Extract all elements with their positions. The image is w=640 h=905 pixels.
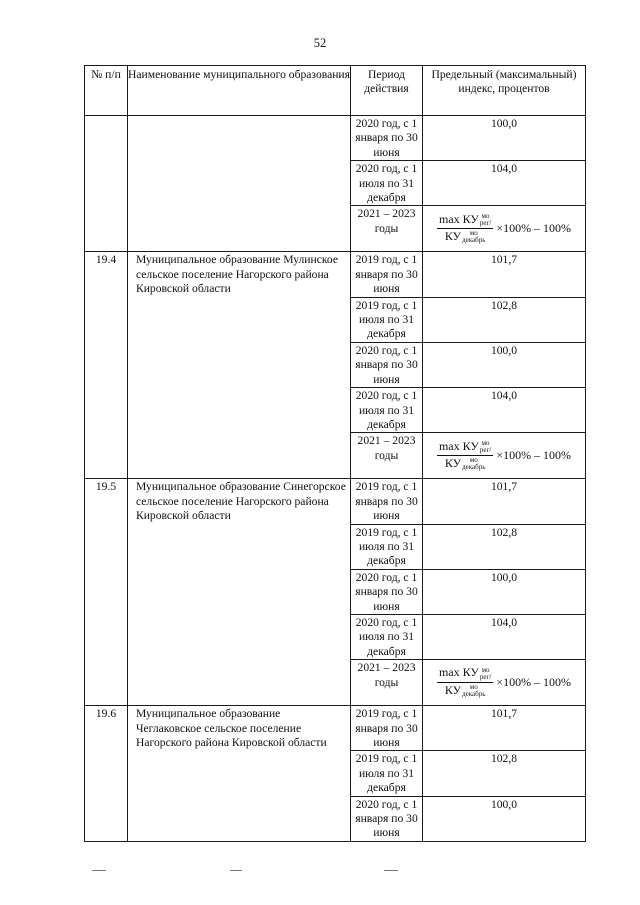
table-row xyxy=(85,706,586,751)
formula-sup: мо xyxy=(481,438,490,447)
table-row xyxy=(85,116,586,161)
row-number: 19.6 xyxy=(85,706,128,842)
index-value: 104,0 xyxy=(423,388,586,433)
table-row xyxy=(85,479,586,524)
period-cell: 2020 год, с 1 января по 30 июня xyxy=(351,796,423,841)
period-cell: 2020 год, с 1 января по 30 июня xyxy=(351,342,423,387)
formula-sup: мо xyxy=(469,682,478,691)
scan-mark xyxy=(384,870,398,871)
municipality-name: Муниципальное образование Чеглаковское сельское поселение Нагорского района Кировской области xyxy=(128,706,351,842)
formula-fraction xyxy=(437,666,493,698)
formula-indices xyxy=(462,230,485,244)
formula-indices xyxy=(462,684,485,698)
period-cell: 2020 год, с 1 июля по 31 декабря xyxy=(351,161,423,206)
page-number: 52 xyxy=(313,36,327,50)
formula-max: max КУ xyxy=(438,665,479,680)
formula-sup: мо xyxy=(481,211,490,220)
index-value: 102,8 xyxy=(423,297,586,342)
header-num: № п/п xyxy=(85,66,128,116)
formula-numerator xyxy=(437,666,493,682)
period-cell: 2019 год, с 1 января по 30 июня xyxy=(351,479,423,524)
formula-sub: декабрь xyxy=(462,463,486,472)
index-value xyxy=(423,206,586,252)
formula-tail: ×100% – 100% xyxy=(496,674,572,689)
index-value: 100,0 xyxy=(423,569,586,614)
table-row xyxy=(85,252,586,297)
formula-indices xyxy=(480,213,491,227)
formula-fraction xyxy=(437,213,493,245)
period-cell: 2019 год, с 1 января по 30 июня xyxy=(351,252,423,297)
scan-mark xyxy=(92,870,106,871)
period-cell: 2020 год, с 1 января по 30 июня xyxy=(351,569,423,614)
row-number: 19.5 xyxy=(85,479,128,706)
period-cell: 2020 год, с 1 июля по 31 декабря xyxy=(351,614,423,659)
formula-denominator xyxy=(443,456,488,471)
formula-sup: мо xyxy=(469,229,478,238)
header-name: Наименование муниципального образования xyxy=(128,66,351,116)
municipality-name: Муниципальное образование Мулинское сельское поселение Нагорского района Кировской области xyxy=(128,252,351,479)
index-value: 100,0 xyxy=(423,116,586,161)
formula-sub: рег/ xyxy=(479,218,492,227)
index-formula xyxy=(423,661,585,703)
index-value: 100,0 xyxy=(423,796,586,841)
period-cell: 2021 – 2023 годы xyxy=(351,206,423,252)
formula-den: КУ xyxy=(444,228,462,243)
municipality-name xyxy=(128,116,351,252)
formula-max: max КУ xyxy=(438,438,479,453)
formula-denominator xyxy=(443,683,488,698)
formula-denominator xyxy=(443,229,488,244)
formula-indices xyxy=(462,457,485,471)
formula-sub: декабрь xyxy=(462,236,486,245)
municipality-name: Муниципальное образование Синегорское сельское поселение Нагорского района Кировской области xyxy=(128,479,351,706)
scan-mark xyxy=(230,870,242,871)
period-cell: 2020 год, с 1 января по 30 июня xyxy=(351,116,423,161)
table-header-row xyxy=(85,66,586,116)
index-formula xyxy=(423,207,585,249)
period-cell: 2020 год, с 1 июля по 31 декабря xyxy=(351,388,423,433)
formula-max: max КУ xyxy=(438,211,479,226)
index-value: 101,7 xyxy=(423,479,586,524)
formula-numerator xyxy=(437,213,493,229)
index-value xyxy=(423,660,586,706)
formula-fraction xyxy=(437,440,493,472)
index-value: 101,7 xyxy=(423,252,586,297)
period-cell: 2019 год, с 1 января по 30 июня xyxy=(351,706,423,751)
row-number xyxy=(85,116,128,252)
index-value xyxy=(423,433,586,479)
period-cell: 2021 – 2023 годы xyxy=(351,660,423,706)
period-cell: 2019 год, с 1 июля по 31 декабря xyxy=(351,751,423,796)
formula-den: КУ xyxy=(444,682,462,697)
index-value: 102,8 xyxy=(423,751,586,796)
index-value: 100,0 xyxy=(423,342,586,387)
period-cell: 2019 год, с 1 июля по 31 декабря xyxy=(351,524,423,569)
tariff-index-table xyxy=(84,65,586,842)
index-formula xyxy=(423,434,585,476)
formula-den: КУ xyxy=(444,455,462,470)
period-cell: 2019 год, с 1 июля по 31 декабря xyxy=(351,297,423,342)
formula-tail: ×100% – 100% xyxy=(496,448,572,463)
index-value: 104,0 xyxy=(423,614,586,659)
formula-numerator xyxy=(437,440,493,456)
row-number: 19.4 xyxy=(85,252,128,479)
index-value: 102,8 xyxy=(423,524,586,569)
index-value: 101,7 xyxy=(423,706,586,751)
formula-tail: ×100% – 100% xyxy=(496,221,572,236)
header-period: Период действия xyxy=(351,66,423,116)
period-cell: 2021 – 2023 годы xyxy=(351,433,423,479)
formula-sub: декабрь xyxy=(462,689,486,698)
formula-indices xyxy=(480,667,491,681)
formula-indices xyxy=(480,440,491,454)
formula-sup: мо xyxy=(469,456,478,465)
header-index: Предельный (максимальный) индекс, процентов xyxy=(423,66,586,116)
formula-sub: рег/ xyxy=(479,445,492,454)
formula-sup: мо xyxy=(481,665,490,674)
table-body xyxy=(85,116,586,842)
formula-sub: рег/ xyxy=(479,672,492,681)
index-value: 104,0 xyxy=(423,161,586,206)
